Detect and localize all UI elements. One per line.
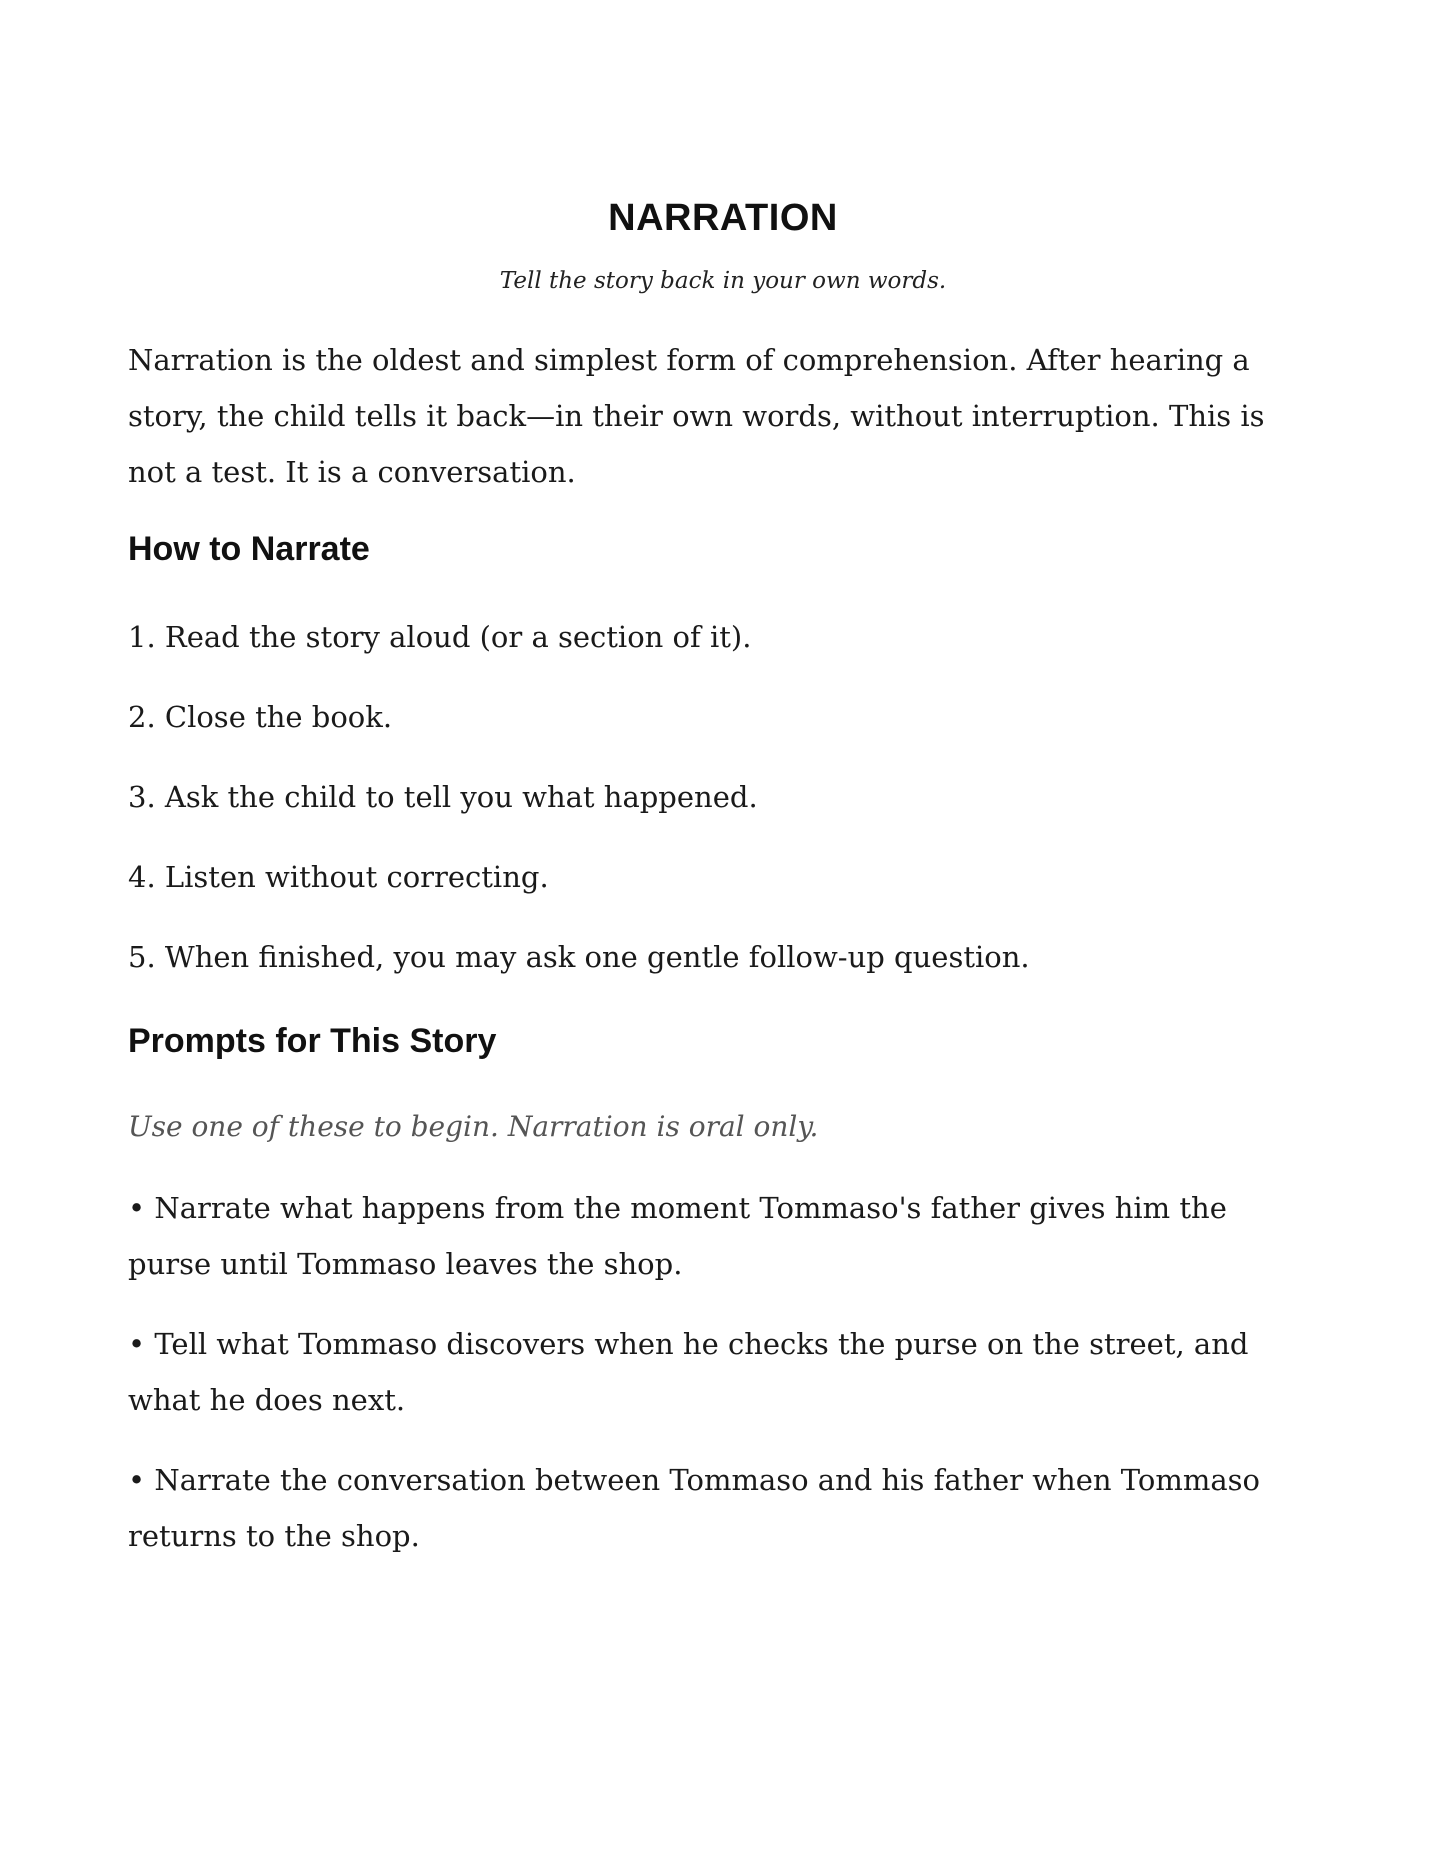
- step-item: 3. Ask the child to tell you what happened.: [128, 780, 758, 814]
- page-subtitle: Tell the story back in your own words.: [499, 268, 947, 294]
- step-item: 1. Read the story aloud (or a section of it).: [128, 620, 752, 654]
- intro-paragraph: Narration is the oldest and simplest form of comprehension. After hearing a story, the child tells it back—in their own words, without interruption. This is not a test. It is a conversation.: [128, 343, 1265, 489]
- how-to-heading: How to Narrate: [128, 530, 370, 568]
- step-item: 4. Listen without correcting.: [128, 860, 549, 894]
- prompt-item: • Tell what Tommaso discovers when he checks the purse on the street, and what he does next.: [128, 1327, 1249, 1417]
- page-title: NARRATION: [608, 197, 838, 240]
- prompt-item: • Narrate the conversation between Tommaso and his father when Tommaso returns to the shop.: [128, 1463, 1260, 1553]
- prompts-heading: Prompts for This Story: [128, 1022, 497, 1060]
- prompts-note: Use one of these to begin. Narration is oral only.: [128, 1110, 819, 1143]
- step-item: 2. Close the book.: [128, 700, 393, 734]
- prompt-item: • Narrate what happens from the moment Tommaso's father gives him the purse until Tommaso leaves the shop.: [128, 1191, 1227, 1281]
- step-item: 5. When finished, you may ask one gentle follow-up question.: [128, 940, 1030, 974]
